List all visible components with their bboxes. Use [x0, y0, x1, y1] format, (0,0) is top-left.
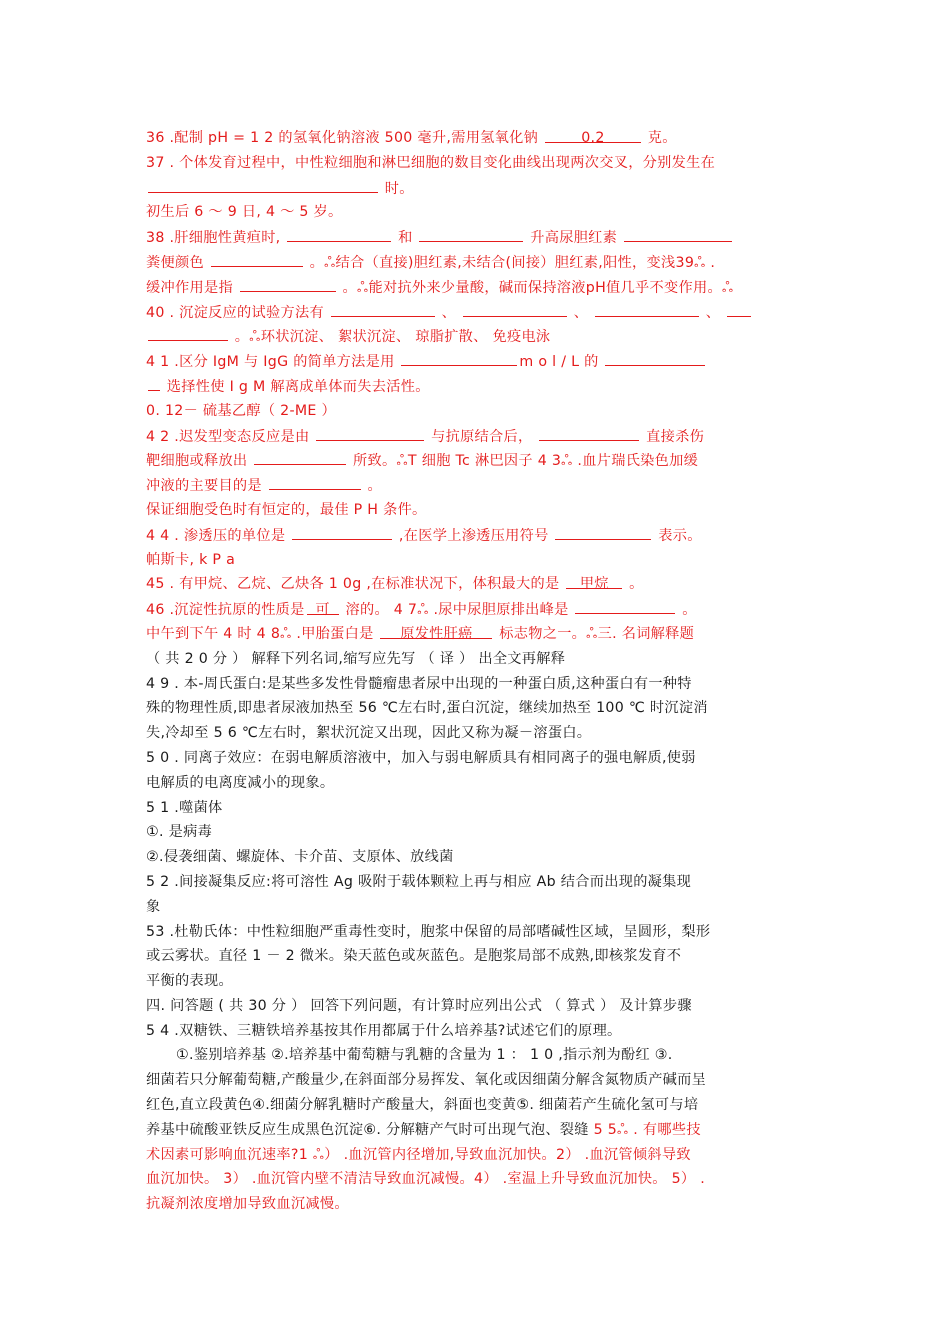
- answer-blank: [292, 523, 392, 540]
- text-line: [146, 126, 816, 151]
- document-page: [146, 126, 816, 1217]
- text-line: [146, 349, 816, 374]
- answer-blank: [595, 300, 699, 317]
- text-segment: 四. 问答题 ( 共 30 分 ） 回答下列问题，有计算时应列出公式 （ 算式 ） 及计算步骤: [146, 997, 692, 1014]
- text-segment: 靶细胞或释放出: [146, 453, 253, 470]
- text-line: [146, 647, 816, 672]
- text-segment: 溶的。 4 7ஃ .尿中尿胆原排出峰是: [340, 602, 574, 619]
- text-line: [146, 1192, 816, 1217]
- text-segment: 电解质的电离度减小的现象。: [146, 774, 335, 791]
- answer-blank: [463, 300, 567, 317]
- answer-blank: [254, 448, 346, 465]
- text-line: [146, 622, 816, 647]
- answer-blank: [331, 300, 435, 317]
- text-segment: 。ஃ能对抗外来少量酸，碱而保持溶液pH值几乎不变作用。ஃ: [337, 279, 734, 296]
- text-line: [146, 994, 816, 1019]
- text-line: [146, 225, 816, 250]
- answer-blank: [316, 424, 424, 441]
- text-segment: 养基中硫酸亚铁反应生成黑色沉淀⑥. 分解糖产气时可出现气泡、裂缝: [146, 1121, 594, 1138]
- answer-blank: [624, 225, 732, 242]
- text-line: [146, 324, 816, 349]
- text-segment: ②.侵袭细菌、螺旋体、卡介苗、支原体、放线菌: [146, 849, 454, 866]
- text-segment: 所致。ஃT 细胞 Tc 淋巴因子 4 3ஃ .血片瑞氏染色加缓: [348, 453, 699, 470]
- text-line: [146, 548, 816, 573]
- text-line: [146, 597, 816, 622]
- text-segment: 与抗原结合后，: [426, 428, 538, 445]
- answer-blank: 可: [307, 598, 339, 615]
- text-segment: 4 4 . 渗透压的单位是: [146, 527, 291, 544]
- text-line: [146, 473, 816, 498]
- text-segment: 红色,直立段黄色④.细菌分解乳糖时产酸量大，斜面也变黄⑤. 细菌若产生硫化氢可与培: [146, 1097, 699, 1114]
- text-segment: 平衡的表现。: [146, 973, 233, 990]
- text-segment: 。: [624, 576, 644, 593]
- text-segment: 40 . 沉淀反应的试验方法有: [146, 304, 329, 321]
- text-segment: 45 . 有甲烷、乙烷、乙炔各 1 0g ,在标准状况下，体积最大的是: [146, 576, 565, 593]
- answer-blank: [211, 250, 303, 267]
- text-line: [146, 151, 816, 176]
- answer-blank: [727, 300, 751, 317]
- text-segment: 标志物之一。ஃ三. 名词解释题: [494, 625, 695, 642]
- text-segment: 5 5ஃ . 有哪些技: [593, 1121, 701, 1138]
- text-segment: 抗凝剂浓度增加导致血沉减慢。: [146, 1196, 349, 1213]
- answer-blank: [240, 275, 336, 292]
- text-line: [146, 424, 816, 449]
- text-line: [146, 771, 816, 796]
- text-line: [146, 300, 816, 325]
- text-line: [146, 969, 816, 994]
- text-segment: 36 .配制 pH = 1 2 的氢氧化钠溶液 500 毫升,需用氢氧化钠: [146, 130, 543, 146]
- text-segment: 4 1 .区分 IgM 与 IgG 的简单方法是用: [146, 354, 400, 371]
- text-line: [146, 796, 816, 821]
- text-segment: 38 .肝细胞性黄疸时,: [146, 230, 286, 247]
- text-segment: 细菌若只分解葡萄糖,产酸量少,在斜面部分易挥发、氧化或因细菌分解含氮物质产碱而呈: [146, 1072, 707, 1089]
- text-segment: 选择性使 I g M 解离成单体而失去活性。: [162, 378, 430, 395]
- text-segment: 失,冷却至 5 6 ℃左右时，絮状沉淀又出现，因此又称为凝－溶蛋白。: [146, 725, 592, 742]
- text-segment: 37 . 个体发育过程中，中性粒细胞和淋巴细胞的数目变化曲线出现两次交叉，分别发生在: [146, 154, 716, 171]
- text-line: [146, 1118, 816, 1143]
- answer-blank: [575, 597, 675, 614]
- text-segment: 。ஃ结合（直接)胆红素,未结合(间接）胆红素,阳性，变浅39ஃ .: [304, 254, 716, 271]
- text-segment: 殊的物理性质,即患者尿液加热至 56 ℃左右时,蛋白沉淀，继续加热至 100 ℃ 时沉淀消: [146, 700, 708, 717]
- text-segment: 表示。: [653, 527, 702, 544]
- text-line: [146, 820, 816, 845]
- answer-blank: [287, 225, 391, 242]
- answer-blank: [148, 176, 378, 193]
- text-line: [146, 275, 816, 300]
- text-segment: 、: [701, 304, 726, 321]
- text-line: [146, 920, 816, 945]
- text-line: [146, 250, 816, 275]
- text-line: [146, 746, 816, 771]
- text-line: [146, 1043, 816, 1068]
- text-line: [146, 845, 816, 870]
- text-segment: 或云雾状。直径 1 － 2 微米。染天蓝色或灰蓝色。是胞浆局部不成熟,即核浆发育不: [146, 948, 682, 965]
- text-segment: 粪便颜色: [146, 254, 209, 271]
- text-segment: （ 共 2 0 分 ） 解释下列名词,缩写应先写 （ 译 ） 出全文再解释: [146, 650, 566, 667]
- text-segment: 时。: [380, 180, 414, 197]
- text-line: [146, 176, 816, 201]
- text-line: [146, 572, 816, 597]
- text-segment: 53 .杜勒氏体：中性粒细胞严重毒性变时，胞浆中保留的局部嗜碱性区域，呈圆形，梨形: [146, 923, 711, 940]
- text-segment: 。ஃ环状沉淀、 絮状沉淀、 琼脂扩散、 免疫电泳: [230, 329, 551, 346]
- text-segment: 中午到下午 4 时 4 8ஃ .甲胎蛋白是: [146, 625, 379, 642]
- text-line: [146, 870, 816, 895]
- text-segment: ,在医学上渗透压用符号: [394, 527, 554, 544]
- answer-blank: [539, 424, 639, 441]
- answer-blank: 0.2: [545, 126, 641, 143]
- text-segment: 术因素可影响血沉速率?1 ஃ） .血沉管内径增加,导致血沉加快。2） .血沉管倾斜导致: [146, 1146, 691, 1163]
- text-line: [146, 895, 816, 920]
- text-segment: 、: [436, 304, 461, 321]
- answer-blank: [401, 349, 517, 366]
- text-segment: 4 2 .迟发型变态反应是由: [146, 428, 315, 445]
- text-segment: 。: [677, 602, 697, 619]
- text-segment: 、: [568, 304, 593, 321]
- answer-blank: 甲烷: [566, 572, 622, 589]
- text-line: [146, 1167, 816, 1192]
- text-segment: ①. 是病毒: [146, 824, 213, 841]
- answer-blank: [148, 374, 160, 391]
- text-line: [146, 1143, 816, 1168]
- text-line: [146, 448, 816, 473]
- text-segment: 直接杀伤: [641, 428, 705, 445]
- text-segment: 象: [146, 898, 161, 915]
- answer-blank: [555, 523, 651, 540]
- text-line: [146, 696, 816, 721]
- text-segment: 5 1 .噬菌体: [146, 799, 223, 816]
- text-segment: 和: [393, 230, 418, 247]
- text-line: [146, 374, 816, 399]
- answer-blank: [269, 473, 361, 490]
- text-line: [146, 1068, 816, 1093]
- text-segment: 冲液的主要目的是: [146, 478, 267, 495]
- answer-blank: [605, 349, 705, 366]
- text-line: [146, 1093, 816, 1118]
- answer-blank: 原发性肝癌: [380, 622, 492, 639]
- text-segment: 5 0 . 同离子效应：在弱电解质溶液中，加入与弱电解质具有相同离子的强电解质,使弱: [146, 749, 696, 766]
- text-segment: 保证细胞受色时有恒定的，最佳 P H 条件。: [146, 501, 427, 518]
- text-line: [146, 200, 816, 225]
- text-line: [146, 523, 816, 548]
- text-segment: 血沉加快。 3） .血沉管内壁不清洁导致血沉减慢。4） .室温上升导致血沉加快。 5） .: [146, 1171, 706, 1188]
- text-line: [146, 498, 816, 523]
- text-line: [146, 944, 816, 969]
- text-segment: 克。: [642, 130, 677, 146]
- text-segment: 4 9 . 本-周氏蛋白:是某些多发性骨髓瘤患者尿中出现的一种蛋白质,这种蛋白有一种特: [146, 675, 692, 692]
- text-segment: ①.鉴别培养基 ②.培养基中葡萄糖与乳糖的含量为 1 ： 1 0 ,指示剂为酚红 ③.: [176, 1047, 673, 1064]
- text-segment: 0. 12－ 硫基乙醇（ 2-ME ）: [146, 402, 336, 419]
- text-line: [146, 672, 816, 697]
- text-segment: 升高尿胆红素: [525, 230, 622, 247]
- text-line: [146, 399, 816, 424]
- answer-blank: [148, 324, 228, 341]
- text-segment: 帕斯卡, k P a: [146, 551, 236, 568]
- text-line: [146, 721, 816, 746]
- text-segment: 初生后 6 ～ 9 日, 4 ～ 5 岁。: [146, 204, 343, 221]
- answer-blank: [419, 225, 523, 242]
- text-segment: 5 2 .间接凝集反应:将可溶性 Ag 吸附于载体颗粒上再与相应 Ab 结合而出现的凝集现: [146, 873, 692, 890]
- text-line: [146, 1019, 816, 1044]
- text-segment: 。: [362, 478, 383, 495]
- text-segment: 46 .沉淀性抗原的性质是: [146, 602, 305, 619]
- text-segment: m o l / L 的: [519, 354, 604, 371]
- text-segment: 缓冲作用是指: [146, 279, 238, 296]
- text-segment: 5 4 .双糖铁、三糖铁培养基按其作用都属于什么培养基?试述它们的原理。: [146, 1022, 622, 1039]
